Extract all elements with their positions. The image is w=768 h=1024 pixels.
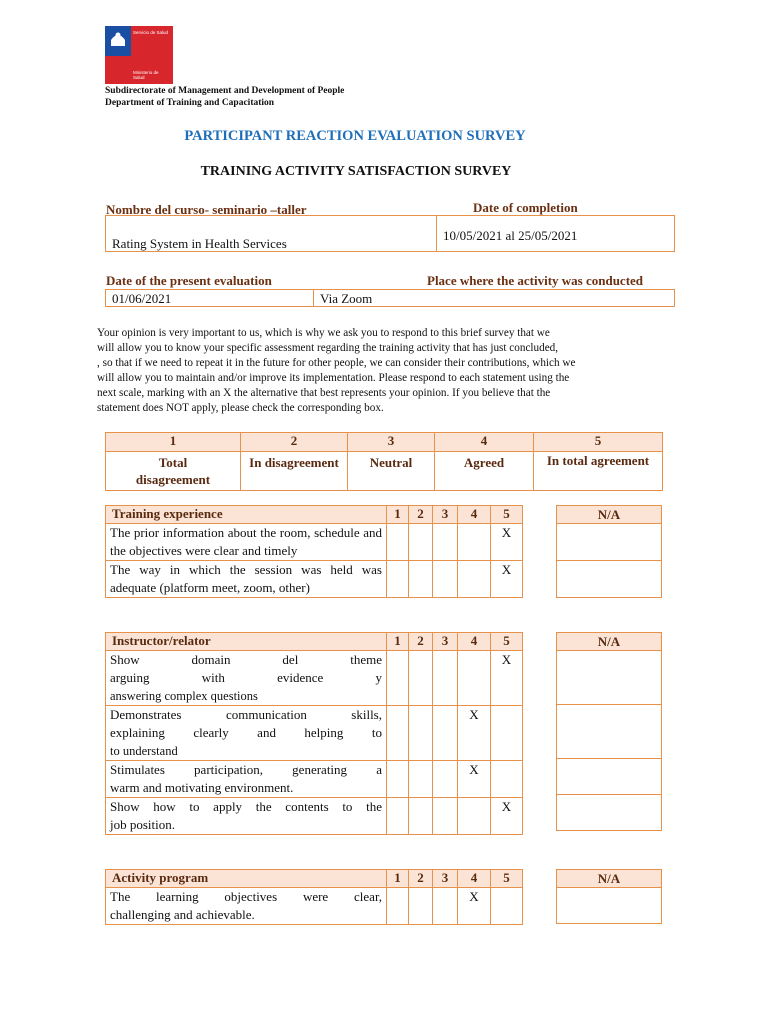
course-name-value: Rating System in Health Services — [112, 236, 287, 251]
selected-mark: X — [501, 525, 512, 540]
na-checkbox-cell[interactable] — [557, 759, 662, 795]
selected-mark: X — [501, 562, 512, 577]
rating-column-header: 1 — [387, 506, 409, 524]
survey-item-row — [106, 706, 523, 761]
scale-number: 1 — [106, 433, 241, 452]
intro-line: statement does NOT apply, please check the corresponding box. — [97, 401, 384, 414]
completion-date-label: Date of completion — [473, 200, 578, 215]
rating-cell-5[interactable] — [491, 561, 523, 598]
rating-column-header: 3 — [433, 633, 458, 651]
na-checkbox-cell[interactable] — [557, 561, 662, 598]
survey-item-line: job position. — [110, 817, 176, 832]
intro-line: will allow you to maintain and/or improve its implementation. Please respond to each statement using the — [97, 371, 570, 384]
rating-cell-4[interactable] — [458, 761, 491, 798]
rating-cell-2[interactable] — [409, 706, 433, 761]
section-title: Instructor/relator — [106, 633, 387, 651]
place-label: Place where the activity was conducted — [427, 273, 644, 288]
course-name-box — [105, 215, 437, 252]
survey-item-line: Show how to apply the contents to the — [110, 799, 382, 814]
survey-item-text — [106, 651, 387, 706]
rating-cell-2[interactable] — [409, 561, 433, 598]
rating-cell-3[interactable] — [433, 888, 458, 925]
survey-item-row — [106, 798, 523, 835]
rating-column-header: 4 — [458, 870, 491, 888]
rating-column-header: 1 — [387, 870, 409, 888]
place-box — [313, 289, 675, 307]
rating-column-header: 2 — [409, 506, 433, 524]
rating-cell-3[interactable] — [433, 561, 458, 598]
scale-number: 3 — [348, 433, 435, 452]
rating-cell-4[interactable] — [458, 651, 491, 706]
na-checkbox-cell[interactable] — [557, 705, 662, 759]
na-header: N/A — [557, 506, 662, 524]
rating-cell-2[interactable] — [409, 524, 433, 561]
selected-mark: X — [469, 762, 479, 777]
selected-mark: X — [501, 799, 512, 814]
na-column — [556, 505, 662, 598]
rating-cell-5[interactable] — [491, 798, 523, 835]
na-column — [556, 869, 662, 924]
course-name-label: Nombre del curso- seminario –taller — [106, 202, 307, 217]
section-table — [105, 505, 523, 598]
evaluation-date-box — [105, 289, 314, 307]
survey-item-line: The learning objectives were clear, — [110, 889, 382, 904]
survey-item-line: warm and motivating environment. — [110, 780, 294, 795]
rating-cell-4[interactable] — [458, 706, 491, 761]
survey-item-line: to understand — [110, 744, 178, 758]
scale-number: 2 — [241, 433, 348, 452]
rating-column-header: 2 — [409, 870, 433, 888]
survey-item-line: explaining clearly and helping to — [110, 725, 382, 740]
survey-item-row — [106, 561, 523, 598]
rating-cell-1[interactable] — [387, 798, 409, 835]
rating-cell-2[interactable] — [409, 798, 433, 835]
rating-column-header: 4 — [458, 506, 491, 524]
intro-paragraph — [97, 326, 632, 415]
rating-cell-5[interactable] — [491, 524, 523, 561]
na-column — [556, 632, 662, 831]
survey-item-row — [106, 651, 523, 706]
rating-column-header: 3 — [433, 870, 458, 888]
rating-column-header: 4 — [458, 633, 491, 651]
survey-item-line: Demonstrates communication skills, — [110, 707, 382, 722]
scale-label: Agreed — [435, 452, 534, 491]
survey-item-line: Stimulates participation, generating a — [110, 762, 382, 777]
section-table — [105, 632, 523, 835]
main-title: PARTICIPANT REACTION EVALUATION SURVEY — [184, 128, 526, 144]
rating-cell-1[interactable] — [387, 706, 409, 761]
rating-cell-4[interactable] — [458, 524, 491, 561]
rating-cell-1[interactable] — [387, 761, 409, 798]
section-title: Activity program — [106, 870, 387, 888]
scale-number: 4 — [435, 433, 534, 452]
org-line-2: Department of Training and Capacitation — [105, 98, 275, 108]
rating-cell-2[interactable] — [409, 761, 433, 798]
section-table — [105, 869, 523, 925]
na-checkbox-cell[interactable] — [557, 795, 662, 831]
survey-item-text — [106, 798, 387, 835]
rating-cell-4[interactable] — [458, 888, 491, 925]
scale-number: 5 — [534, 433, 663, 452]
rating-cell-3[interactable] — [433, 798, 458, 835]
na-header: N/A — [557, 870, 662, 888]
survey-item-text — [106, 706, 387, 761]
rating-cell-5[interactable] — [491, 651, 523, 706]
rating-scale-legend — [105, 432, 663, 491]
rating-column-header: 1 — [387, 633, 409, 651]
selected-mark: X — [501, 652, 512, 667]
na-header: N/A — [557, 633, 662, 651]
intro-line: will allow you to know your specific assessment regarding the training activity that has just concluded, — [97, 341, 559, 354]
logo-text-1: Servicio de Salud — [133, 30, 169, 35]
na-checkbox-cell[interactable] — [557, 524, 662, 561]
rating-cell-3[interactable] — [433, 706, 458, 761]
survey-item-text — [106, 561, 387, 598]
rating-cell-1[interactable] — [387, 561, 409, 598]
scale-label: Total disagreement — [106, 452, 241, 491]
completion-date-value: 10/05/2021 al 25/05/2021 — [443, 228, 578, 243]
survey-item-line: Show domain del theme — [110, 652, 382, 667]
selected-mark: X — [469, 707, 479, 722]
org-line-1: Subdirectorate of Management and Development of People — [105, 86, 345, 96]
rating-cell-2[interactable] — [409, 651, 433, 706]
na-checkbox-cell[interactable] — [557, 888, 662, 924]
rating-column-header: 5 — [491, 506, 523, 524]
scale-label: In disagreement — [241, 452, 348, 491]
na-checkbox-cell[interactable] — [557, 651, 662, 705]
survey-item-row — [106, 761, 523, 798]
survey-item-line: arguing with evidence y — [110, 670, 382, 685]
rating-cell-3[interactable] — [433, 524, 458, 561]
rating-cell-5[interactable] — [491, 888, 523, 925]
survey-item-row — [106, 888, 523, 925]
rating-cell-1[interactable] — [387, 888, 409, 925]
selected-mark: X — [469, 889, 479, 904]
rating-cell-2[interactable] — [409, 888, 433, 925]
survey-item-line: answering complex questions — [110, 689, 258, 703]
health-service-logo — [105, 26, 173, 84]
rating-cell-3[interactable] — [433, 651, 458, 706]
scale-label: In total agreement — [534, 452, 663, 491]
survey-item-line: adequate (platform meet, zoom, other) — [110, 580, 310, 595]
rating-cell-5[interactable] — [491, 761, 523, 798]
rating-cell-1[interactable] — [387, 524, 409, 561]
survey-item-line: the objectives were clear and timely — [110, 543, 298, 558]
survey-item-text — [106, 761, 387, 798]
survey-item-row — [106, 524, 523, 561]
rating-column-header: 2 — [409, 633, 433, 651]
survey-item-text — [106, 524, 387, 561]
rating-cell-3[interactable] — [433, 761, 458, 798]
intro-line: Your opinion is very important to us, which is why we ask you to respond to this brief survey that we — [97, 327, 550, 339]
evaluation-date-value: 01/06/2021 — [112, 291, 172, 306]
rating-column-header: 5 — [491, 870, 523, 888]
logo-text-2: Ministerio de Salud — [133, 70, 159, 80]
section-title: Training experience — [106, 506, 387, 524]
place-value: Via Zoom — [320, 291, 373, 306]
completion-date-box — [436, 215, 675, 252]
intro-line: , so that if we need to repeat it in the future for other people, we can consider their contributions, which we — [97, 356, 576, 369]
rating-cell-4[interactable] — [458, 561, 491, 598]
survey-item-line: challenging and achievable. — [110, 907, 255, 922]
rating-column-header: 3 — [433, 506, 458, 524]
rating-cell-1[interactable] — [387, 651, 409, 706]
rating-cell-5[interactable] — [491, 706, 523, 761]
survey-item-text — [106, 888, 387, 925]
sub-title: TRAINING ACTIVITY SATISFACTION SURVEY — [200, 164, 512, 179]
rating-cell-4[interactable] — [458, 798, 491, 835]
rating-column-header: 5 — [491, 633, 523, 651]
survey-item-line: The way in which the session was held was — [110, 562, 382, 577]
intro-line: next scale, marking with an X the alternative that best represents your opinion. If you believe that the — [97, 386, 551, 399]
evaluation-date-label: Date of the present evaluation — [106, 273, 272, 288]
survey-item-line: The prior information about the room, schedule and — [110, 525, 382, 540]
scale-label: Neutral — [348, 452, 435, 491]
